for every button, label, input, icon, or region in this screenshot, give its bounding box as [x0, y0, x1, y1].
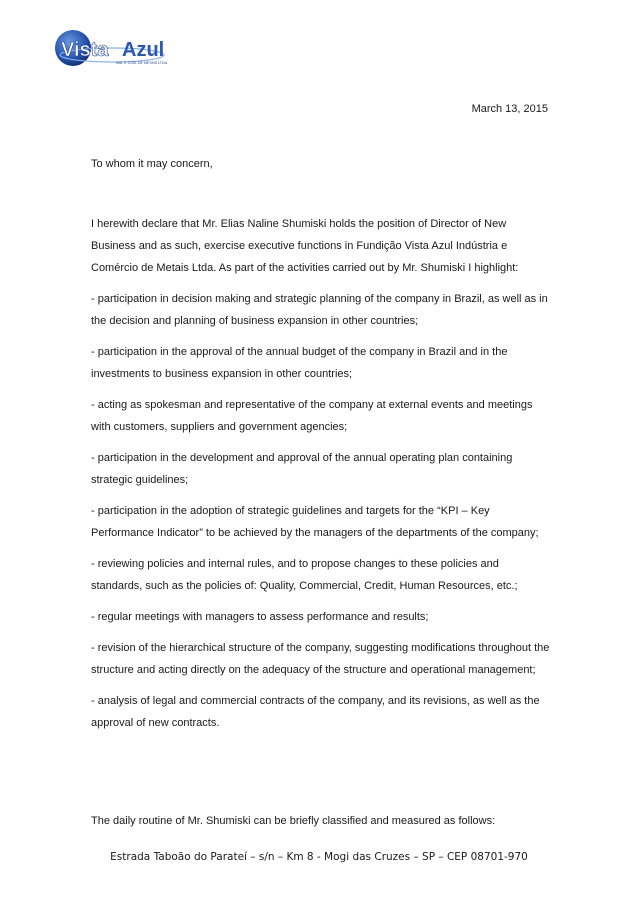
activity-item: - reviewing policies and internal rules, and to propose changes to these policies and standards, such as the policies of: Quality, Commercial, Credit, Human Resources, etc.; — [91, 558, 518, 592]
activity-item: - participation in the approval of the annual budget of the company in Brazil and in the investments to business expansion in other countries; — [91, 346, 508, 380]
activity-item: - participation in the development and approval of the annual operating plan containing strategic guidelines; — [91, 452, 513, 486]
letter-date: March 13, 2015 — [471, 103, 548, 115]
logo-text-azul: Azul — [122, 39, 165, 61]
activity-item: - participation in the adoption of strategic guidelines and targets for the “KPI – Key Performance Indicator” to be achieved by the managers of the departments of the company; — [91, 505, 539, 539]
logo-text-vista: Vista — [61, 39, 109, 61]
activity-item: - acting as spokesman and representative of the company at external events and meetings with customers, suppliers and government agencies; — [91, 399, 533, 433]
activity-item: - analysis of legal and commercial contracts of the company, and its revisions, as well as the approval of new contracts. — [91, 695, 540, 729]
salutation: To whom it may concern, — [91, 158, 213, 170]
company-logo — [52, 27, 182, 71]
activity-item: - regular meetings with managers to assess performance and results; — [91, 611, 429, 623]
letter-body — [91, 213, 551, 743]
footer-address: Estrada Taboão do Parateí – s/n – Km 8 - Mogi das Cruzes – SP – CEP 08701-970 — [110, 851, 528, 863]
closing-line: The daily routine of Mr. Shumiski can be briefly classified and measured as follows: — [91, 815, 496, 827]
logo-subtext: IND. E COM. DE METAIS LTDA. — [116, 61, 168, 65]
intro-paragraph: I herewith declare that Mr. Elias Naline Shumiski holds the position of Director of New Business and as such, exercise executive functions in Fundição Vista Azul Indústria e Comércio de Metais Ltda. As part of the activities carried out by Mr. Shumiski I highlight: — [91, 218, 519, 274]
activity-item: - revision of the hierarchical structure of the company, suggesting modifications throughout the structure and acting directly on the adequacy of the structure and operational management; — [91, 642, 550, 676]
activity-item: - participation in decision making and strategic planning of the company in Brazil, as well as in the decision and planning of business expansion in other countries; — [91, 293, 548, 327]
